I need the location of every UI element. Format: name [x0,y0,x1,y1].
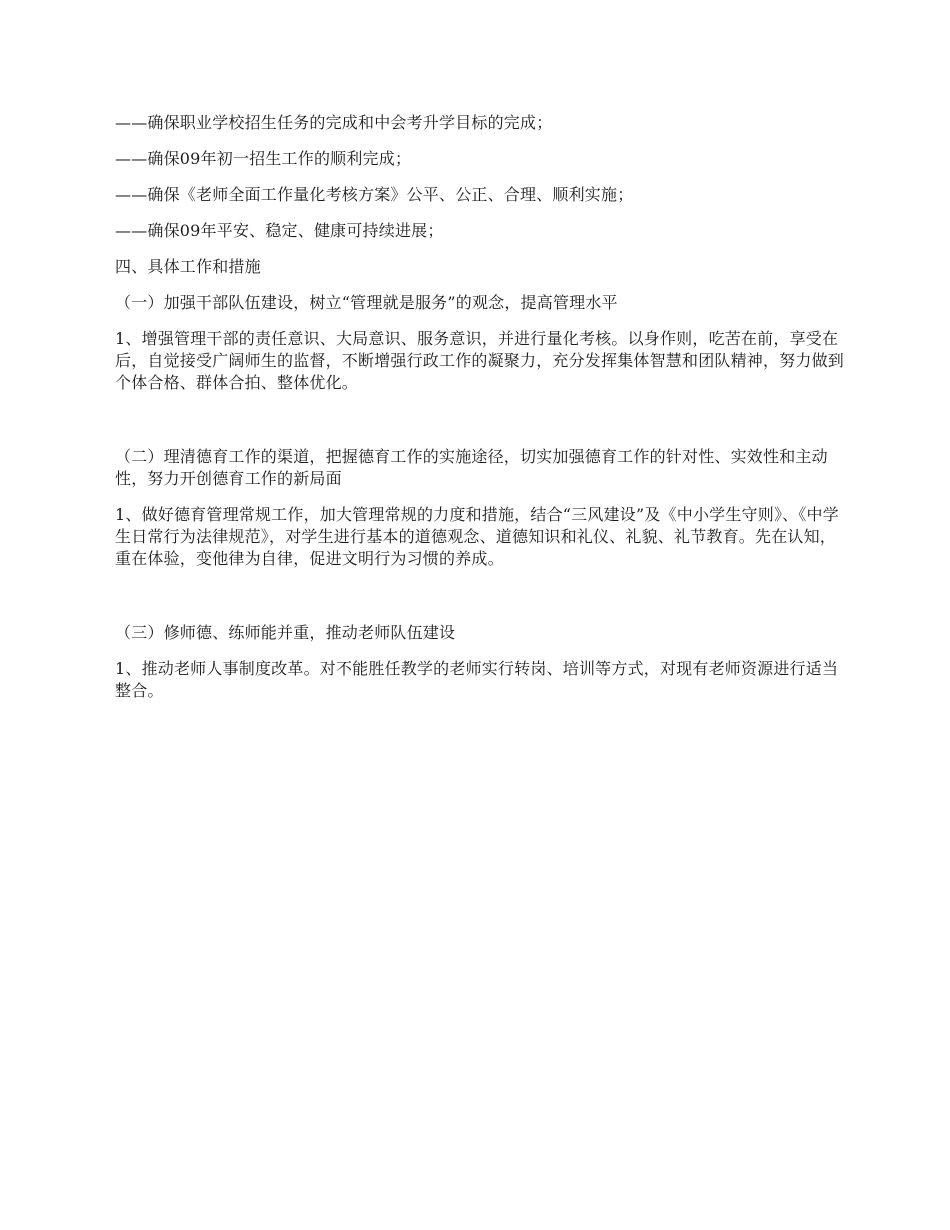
subsection-heading-cadre: （一）加强干部队伍建设，树立“管理就是服务”的观念，提高管理水平 [115,293,618,312]
subsection-heading-moral-education: （二）理清德育工作的渠道，把握德育工作的实施途径，切实加强德育工作的针对性、实效性和主动性，努力开创德育工作的新局面 [115,447,828,488]
goal-line-first-year-enrollment: ——确保09年初一招生工作的顺利完成； [115,149,412,168]
paragraph-cadre-item-1: 1、增强管理干部的责任意识、大局意识、服务意识，并进行量化考核。以身作则，吃苦在前，享受在后，自觉接受广阔师生的监督，不断增强行政工作的凝聚力，充分发挥集体智慧和团队精神，努力做到个体合格、群体合拍、整体优化。 [115,329,845,392]
goal-line-enrollment: ——确保职业学校招生任务的完成和中会考升学目标的完成； [115,113,553,132]
subsection-heading-teacher-team: （三）修师德、练师能并重，推动老师队伍建设 [115,623,456,642]
paragraph-moral-education-item-1: 1、做好德育管理常规工作，加大管理常规的力度和措施，结合“三风建设”及《中小学生守则》、《中学生日常行为法律规范》，对学生进行基本的道德观念、道德知识和礼仪、礼貌、礼节教育。先在认知，重在体验，变他律为自律，促进文明行为习惯的养成。 [115,505,839,568]
section-heading-specific-work: 四、具体工作和措施 [115,257,261,276]
paragraph-teacher-team-item-1: 1、推动老师人事制度改革。对不能胜任教学的老师实行转岗、培训等方式，对现有老师资源进行适当整合。 [115,659,839,700]
document-body [115,112,845,702]
goal-line-assessment-plan: ——确保《老师全面工作量化考核方案》公平、公正、合理、顺利实施； [115,185,634,204]
goal-line-stability: ——确保09年平安、稳定、健康可持续进展； [115,221,444,240]
